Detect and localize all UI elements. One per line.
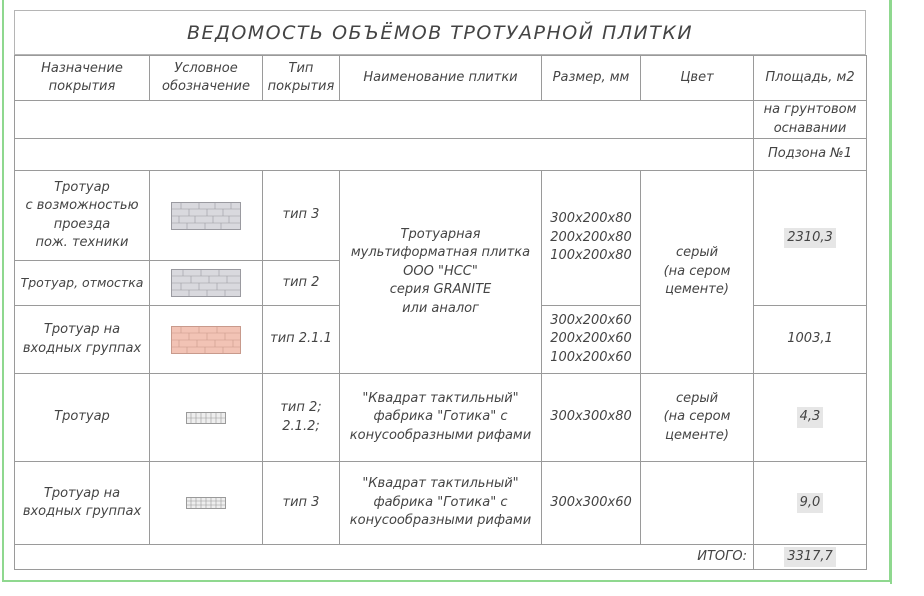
table-row [15,374,867,462]
outer-frame-right-edge [890,0,892,584]
row4-area-cell [754,374,867,462]
subheader-row-subzone [15,139,867,171]
area-1: 2310,3 [784,228,836,249]
row1-symbol [150,171,263,261]
granite-tile-name: Тротуарная мультиформатная плитка ООО "НСС" серия GRANITE или аналог [340,171,542,374]
header-symbol: Условное обозначение [150,56,263,101]
area-2: 1003,1 [787,331,833,347]
area-2-cell [754,306,867,374]
row2-symbol [150,261,263,306]
row5-purpose: Тротуар на входных группах [15,462,150,545]
subheader-subzone: Подзона №1 [754,139,867,171]
row4-symbol [150,374,263,462]
total-value-cell [754,545,867,570]
subheader-ground: на грунтовом оснавании [754,101,867,139]
row5-area-cell [754,462,867,545]
row5-name: "Квадрат тактильный" фабрика "Готика" с конусообразными рифами [340,462,542,545]
row3-type: тип 2.1.1 [263,306,340,374]
header-name: Наименование плитки [340,56,542,101]
row1-purpose: Тротуар с возможностью проезда пож. техники [15,171,150,261]
row4-color: серый (на сером цементе) [641,374,754,462]
header-area: Площадь, м2 [754,56,867,101]
header-type: Тип покрытия [263,56,340,101]
table-title: ВЕДОМОСТЬ ОБЪЁМОВ ТРОТУАРНОЙ ПЛИТКИ [14,10,866,55]
row4-type: тип 2; 2.1.2; [263,374,340,462]
row5-area: 9,0 [797,493,824,514]
total-label: ИТОГО: [15,545,754,570]
header-row [15,56,867,101]
row2-purpose: Тротуар, отмостка [15,261,150,306]
area-1-cell [754,171,867,306]
size-60: 300х200х60 200х200х60 100х200х60 [542,306,641,374]
tactile-tile-swatch-icon [186,497,226,509]
row3-purpose: Тротуар на входных группах [15,306,150,374]
row4-size: 300х300х80 [542,374,641,462]
header-color: Цвет [641,56,754,101]
pink-paving-swatch-icon [171,326,241,354]
row5-symbol [150,462,263,545]
row4-area: 4,3 [797,407,824,428]
header-size: Размер, мм [542,56,641,101]
row5-color [641,462,754,545]
grey-paving-swatch-icon [171,269,241,297]
total-row [15,545,867,570]
row4-name: "Квадрат тактильный" фабрика "Готика" с конусообразными рифами [340,374,542,462]
total-value: 3317,7 [784,547,836,568]
size-80: 300х200х80 200х200х80 100х200х80 [542,171,641,306]
header-purpose: Назначение покрытия [15,56,150,101]
empty-cell [15,101,754,139]
subheader-row-ground [15,101,867,139]
tactile-tile-swatch-icon [186,412,226,424]
statement-sheet [14,10,866,563]
paving-volume-table [14,55,867,570]
table-row [15,171,867,261]
row1-type: тип 3 [263,171,340,261]
row4-purpose: Тротуар [15,374,150,462]
grey-paving-swatch-icon [171,202,241,230]
table-row [15,462,867,545]
row2-type: тип 2 [263,261,340,306]
row3-symbol [150,306,263,374]
empty-cell [15,139,754,171]
color-grey: серый (на сером цементе) [641,171,754,374]
row5-type: тип 3 [263,462,340,545]
row5-size: 300х300х60 [542,462,641,545]
